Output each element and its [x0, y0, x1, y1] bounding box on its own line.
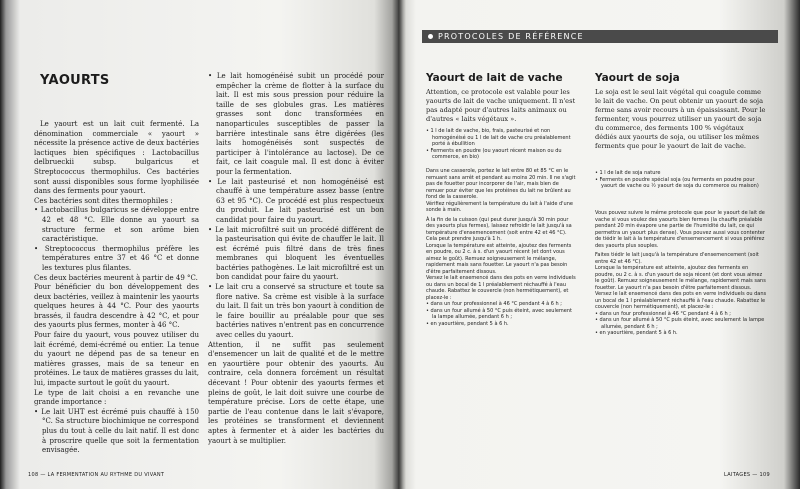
recipe-lead-soy: Le soja est le seul lait végétal qui coagule comme le lait de vache. On peut obtenir un yaourt de soja ferme sans avoir recours à un épaississant. Pour le fermenter, vous pourrez utiliser un yaourt de soja du commerce, des ferments 100 % végétaux dédiés aux yaourts de soja, ou utiliser les mêmes ferments que pour le yaourt de lait de vache. — [595, 88, 766, 150]
left-column-1 — [34, 120, 199, 456]
step: Vérifiez régulièrement la température du lait à l'aide d'une sonde à main. — [426, 200, 573, 213]
page-folio-right: LAITAGES — 109 — [724, 472, 770, 478]
step: Versez le lait ensemencé dans des pots en verre individuels ou dans un bocal de 1 l préalablement réchauffé à l'eau chaude. Rabattez le couvercle (non hermétiquement), et placez-le : — [595, 291, 767, 310]
recipe-title-cow: Yaourt de lait de vache — [426, 72, 563, 84]
paragraph: Ces deux bactéries meurent à partir de 49 °C. — [34, 273, 198, 282]
left-page — [0, 0, 398, 489]
step-bullet: • dans un four professionnel à 46 °C pendant 4 à 6 h ; — [426, 301, 562, 307]
section-header-bar — [422, 30, 778, 43]
bullet-item: • Le lait homogénéisé subit un procédé pour empêcher la crème de flotter à la surface du lait. Il est mis sous pression pour réduire la taille de ses globules gras. Les matières grasses sont donc transformées en nanoparticules susceptibles de passer la barrière intestinale sans être digérées (les laits homogénéisés sont suspectés de participer à l'intolérance au lactose). De ce fait, ce lait coagule mal. Il est donc à éviter pour la fermentation. — [208, 72, 384, 176]
steps-soy — [595, 210, 767, 337]
recipe-title-soy: Yaourt de soja — [595, 72, 680, 84]
ingredient-item: • Ferments en poudre spécial soja (ou ferments en poudre pour yaourt de vache ou ½ yaourt de soja du commerce ou maison) — [595, 176, 759, 189]
paragraph: Pour faire du yaourt, vous pouvez utiliser du lait écrémé, demi-écrémé ou entier. La tenue du yaourt ne dépend pas de sa teneur en matières grasses, mais de sa teneur en protéines. Le taux de matières grasses du lait, lui, impacte surtout le goût du yaourt. — [34, 331, 199, 388]
step: Lorsque la température est atteinte, ajoutez des ferments en poudre, ou 2 c. à s. d'un yaourt récent (et dont vous aimez le goût). Remuez soigneusement le mélange, rapidement mais sans fouetter. Le yaourt n'a pas besoin d'être parfaitement dissous. — [426, 242, 572, 275]
paragraph: Attention, il ne suffit pas seulement d'ensemencer un lait de qualité et de le mettre en yaourtière pour obtenir des yaourts. Au contraire, cela donnera forcément un résultat décevant ! Pour obtenir des yaourts fermes et pleins de goût, le lait doit suivre une courbe de température précise. Lors de cette étape, une partie de l'eau contenue dans le lait s'évapore, les protéines se transforment et deviennent aptes à fermenter et à aider les bactéries du yaourt à se multiplier. — [208, 340, 384, 445]
step: Versez le lait ensemencé dans des pots en verre individuels ou dans un bocal de 1 l préalablement réchauffé à l'eau chaude. Rabattez le couvercle (non hermétiquement), et placez-le : — [426, 275, 576, 301]
book-gutter-shadow — [392, 0, 406, 489]
ingredients-cow — [426, 128, 578, 161]
paragraph: Le yaourt est un lait cuit fermenté. La dénomination commerciale « yaourt » nécessite la présence active de deux bactéries lactiques bien spécifiques : Lactobacillus delbrueckii subsp. bulgaricus et Streptococcus thermophilus. Ces bactéries sont aussi disponibles sous forme lyophilisée dans des ferments pour yaourt. — [34, 120, 199, 196]
bullet-item: • Le lait cru a conservé sa structure et toute sa flore native. Sa crème est visible à la surface du lait. Il fait un très bon yaourt à condition de le faire bouillir au préalable pour que ses bactéries natives n'entrent pas en concurrence avec celles du yaourt. — [208, 283, 384, 340]
step-bullet: • en yaourtière, pendant 5 à 6 h. — [426, 320, 509, 327]
bullet-dot-icon — [428, 34, 433, 39]
step: Vous pouvez suivre le même protocole que pour le yaourt de lait de vache si vous voulez des yaourts bien fermes (la chauffe préalable pendant 20 min évapore une partie de l'humidité du lait, ce qui permettra un yaourt plus dense). Vous pouvez aussi vous contenter de tiédir le lait à la température d'ensemencement si vous préférez des yaourts plus souples. — [595, 210, 765, 249]
step: Faites tiédir le lait jusqu'à la température d'ensemencement (soit entre 42 et 46 °C). — [595, 252, 759, 265]
paragraph: Ces bactéries sont dites thermophiles : — [34, 196, 173, 205]
left-column-2 — [208, 72, 384, 446]
right-page — [398, 0, 800, 489]
bullet-item: • Lactobacillus bulgaricus se développe entre 42 et 48 °C. Elle donne au yaourt sa structure ferme et son arôme bien caractéristique. — [34, 206, 199, 244]
step-bullet: • en yaourtière, pendant 5 à 6 h. — [595, 330, 678, 336]
ingredient-item: • 1 l de lait de soja nature — [595, 170, 661, 176]
ingredient-item: • 1 l de lait de vache, bio, frais, pasteurisé et non homogénéisé ou 1 l de lait de vache cru préalablement porté à ébullition — [426, 128, 571, 147]
paragraph: Le type de lait choisi a en revanche une grande importance : — [34, 388, 199, 407]
step-bullet: • dans un four professionnel à 46 °C pendant 4 à 6 h ; — [595, 310, 731, 317]
step: Dans une casserole, portez le lait entre 80 et 85 °C en le remuant sans arrêt et pendant au moins 20 min. Il ne s'agit pas de fouetter pour incorporer de l'air, mais bien de remuer pour éviter que les protéines du lait ne brûlent au fond de la casserole. — [426, 168, 576, 200]
step: À la fin de la cuisson (qui peut durer jusqu'à 30 min pour des yaourts plus fermes), laissez refroidir le lait jusqu'à sa température d'ensemencement (soit entre 42 et 46 °C). Cela peut prendre jusqu'à 1 h. — [426, 216, 572, 242]
section-title: YAOURTS — [40, 73, 110, 88]
page-folio-left: 108 — LA FERMENTATION AU RYTHME DU VIVANT — [28, 472, 165, 478]
step: Lorsque la température est atteinte, ajoutez des ferments en poudre, ou 2 c. à s. d'un yaourt de soja récent (et dont vous aimez le goût). Remuez soigneusement le mélange, rapidement mais sans fouetter. Le yaourt n'a pas besoin d'être parfaitement dissous. — [595, 265, 766, 291]
bullet-item: • Le lait UHT est écrémé puis chauffé à 150 °C. Sa structure biochimique ne correspond plus du tout à celle du lait natif. Il est donc à proscrire quelle que soit la fermentation envisagée. — [34, 407, 199, 455]
step-bullet: • dans un four allumé à 50 °C puis éteint, avec seulement la lampe allumée, pendant 6 h ; — [426, 307, 572, 320]
section-header-text: PROTOCOLES DE RÉFÉRENCE — [438, 32, 584, 41]
recipe-lead-cow: Attention, ce protocole est valable pour les yaourts de lait de vache uniquement. Il n'est pas adapté pour d'autres laits animaux ou d'autres « laits végétaux ». — [426, 88, 576, 123]
paragraph: Pour bénéficier du bon développement des deux bactéries, veillez à maintenir les yaourts quelques heures à 44 °C. Pour des yaourts brassés, il faudra descendre à 42 °C, et pour des yaourts plus fermes, monter à 46 °C. — [34, 283, 199, 330]
steps-cow — [426, 168, 578, 327]
ingredients-soy — [595, 170, 767, 190]
bullet-item: • Streptococcus thermophilus préfère les températures entre 37 et 46 °C et donne les textures plus filantes. — [34, 244, 199, 272]
ingredient-item: • Ferments en poudre (ou yaourt récent maison ou du commerce, en bio) — [426, 147, 562, 160]
step-bullet: • dans un four allumé à 50 °C puis éteint, avec seulement la lampe allumée, pendant 6 h ; — [595, 317, 765, 330]
bullet-item: • Le lait microfiltré suit un procédé différent de la pasteurisation qui évite de chauffer le lait. Il est écrémé puis filtré dans de très fines membranes qui bloquent les éventuelles bactéries pathogènes. Le lait microfiltré est un bon candidat pour faire du yaourt. — [208, 225, 384, 282]
bullet-item: • Le lait pasteurisé et non homogénéisé est chauffé à une température assez basse (entre 63 et 95 °C). Ce procédé est plus respectueux du produit. Le lait pasteurisé est un bon candidat pour faire du yaourt. — [208, 177, 384, 224]
